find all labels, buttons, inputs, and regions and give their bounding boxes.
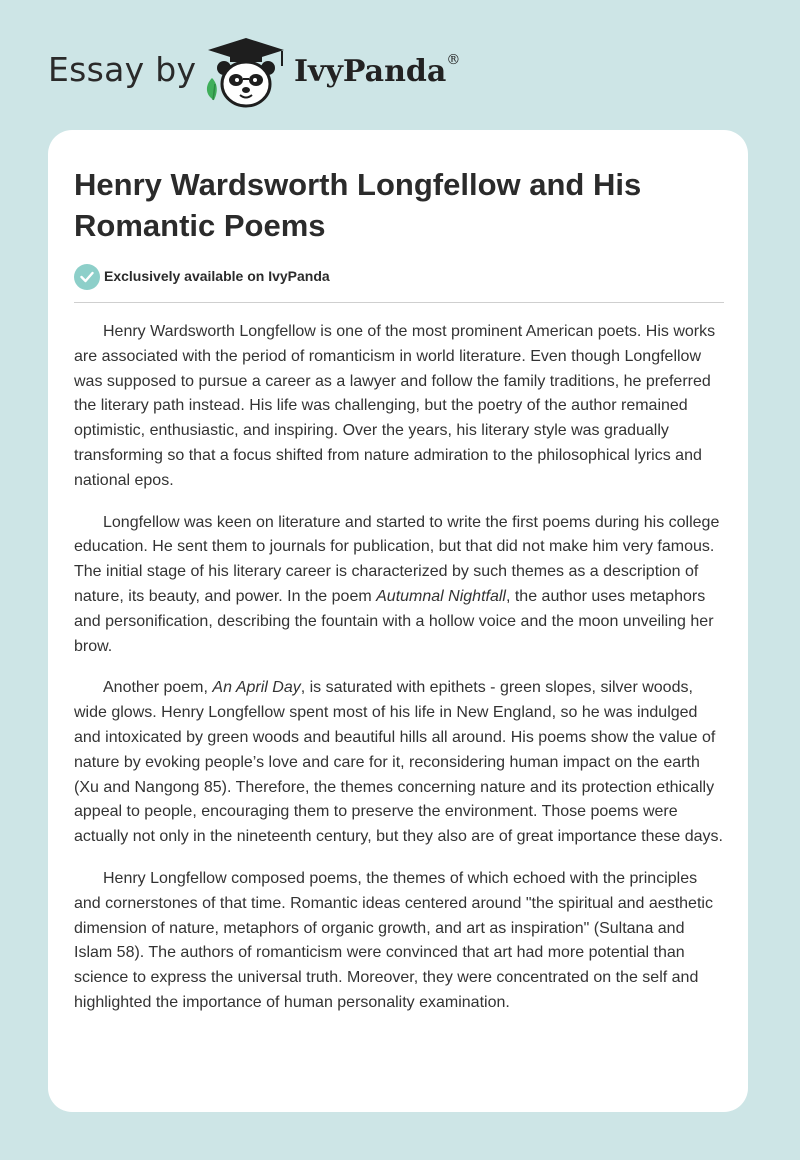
brand-name[interactable]: IvyPanda® (294, 52, 461, 89)
panda-logo-icon[interactable] (200, 34, 292, 110)
paragraph-4: Henry Longfellow composed poems, the themes of which echoed with the principles and cornerstones of that time. Romantic ideas centered around "the spiritual and aesthetic dimension of nature, metaphors of organic growth, and art as inspiration" (Sultana and Islam 58). The authors of romanticism were convinced that art had more potential than science to express the universal truth. Moreover, they were concentrated on the self and highlighted the importance of human personality examination. (74, 869, 713, 1011)
essay-by-label: Essay by (48, 50, 197, 89)
registered-mark: ® (446, 52, 461, 68)
essay-card (48, 130, 748, 1112)
paragraph-1: Henry Wardsworth Longfellow is one of the most prominent American poets. His works are associated with the period of romanticism in world literature. Even though Longfellow was supposed to pursue a career as a lawyer and follow the family traditions, he preferred the literary path instead. His life was challenging, but the poetry of the author remained optimistic, enthusiastic, and inspiring. Over the years, his literary style was gradually transforming so that a focus shifted from nature admiration to the philosophical lyrics and national epos. (74, 323, 716, 489)
essay-body (74, 320, 724, 1033)
divider (74, 302, 724, 303)
exclusive-label: Exclusively available on IvyPanda (104, 268, 330, 284)
poem-title-an-april-day: An April Day (212, 679, 301, 697)
paragraph-2: Longfellow was keen on literature and started to write the first poems during his college education. He sent them to journals for publication, but that did not make him very famous. The initial stage of his literary career is characterized by such themes as a description of nature, its beauty, and power. In the poem Autumnal Nightfall, the author uses metaphors and personification, describing the fountain with a hollow voice and the moon unveiling her brow. (74, 513, 720, 655)
site-header (48, 34, 508, 114)
check-circle-icon (74, 264, 100, 290)
paragraph-3: Another poem, An April Day, is saturated with epithets - green slopes, silver woods, wide glows. Henry Longfellow spent most of his life in New England, so he was indulged and intoxicated by green woods and beautiful hills all around. His poems show the value of nature by evoking people’s love and care for it, reconsidering human impact on the earth (Xu and Nangong 85). Therefore, the themes concerning nature and its protection ethically appeal to people, encouraging them to preserve the environment. Those poems were actually not only in the nineteenth century, but they also are of great importance these days. (74, 679, 723, 846)
poem-title-autumnal-nightfall: Autumnal Nightfall (376, 587, 506, 605)
essay-title: Henry Wardsworth Longfellow and His Romantic Poems (74, 167, 642, 243)
